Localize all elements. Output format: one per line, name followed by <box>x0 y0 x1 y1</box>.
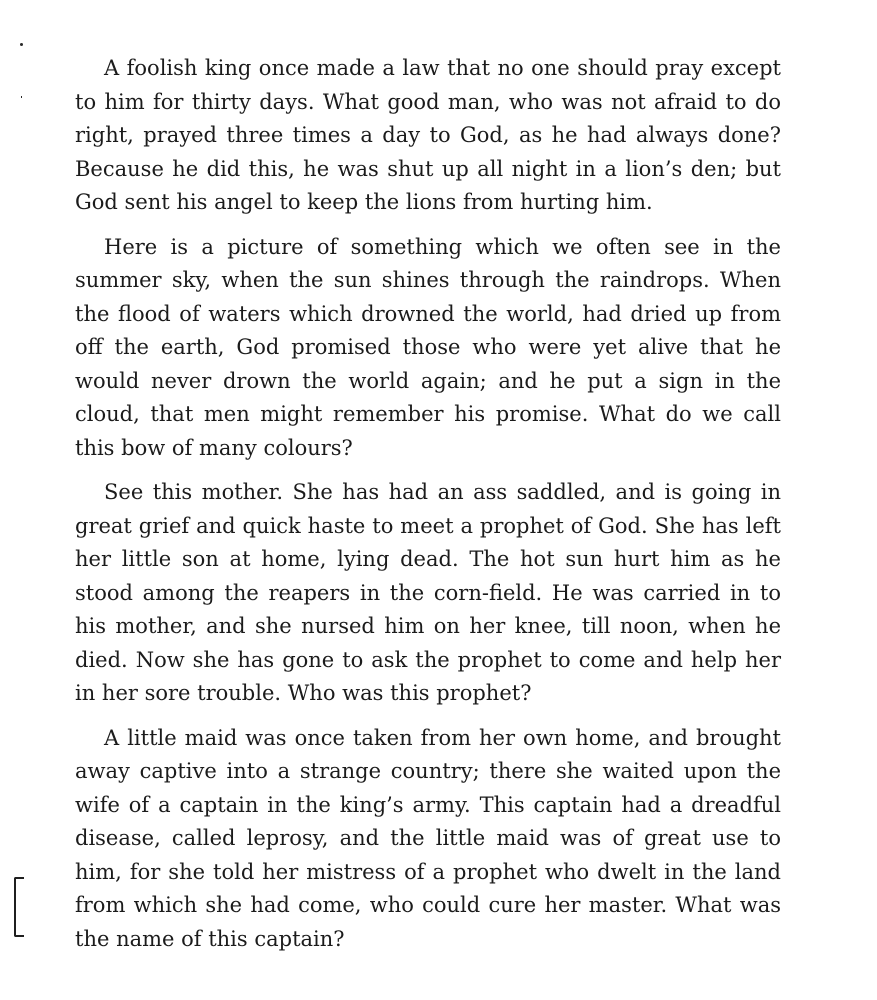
ink-speck <box>20 43 23 46</box>
ink-speck <box>21 96 22 98</box>
body-text <box>75 52 781 967</box>
paragraph-captain: A little maid was once taken from her own home, and brought away captive into a strange country; there she waited upon the wife of a captain in the king’s army. This captain had a dreadful disease, called leprosy, and the little maid was of great use to him, for she told her mistress of a prophet who dwelt in the land from which she had come, who could cure her master. What was the name of this captain? <box>75 725 781 951</box>
paragraph-rainbow: Here is a picture of something which we often see in the summer sky, when the sun shines through the raindrops. When the flood of waters which drowned the world, had dried up from off the earth, God promised those who were yet alive that he would never drown the world again; and he put a sign in the cloud, that men might remember his promise. What do we call this bow of many colours? <box>75 234 781 460</box>
page-edge-bracket <box>14 877 24 937</box>
paragraph-prophet: See this mother. She has had an ass saddled, and is going in great grief and quick haste to meet a prophet of God. She has left her little son at home, lying dead. The hot sun hurt him as he stood among the reapers in the corn-field. He was carried in to his mother, and she nursed him on her knee, till noon, when he died. Now she has gone to ask the prophet to come and help her in her sore trouble. Who was this prophet? <box>75 480 781 705</box>
paragraph-daniel: A foolish king once made a law that no one should pray except to him for thirty days. What good man, who was not afraid to do right, prayed three times a day to God, as he had always done? Because he did this, he was shut up all night in a lion’s den; but God sent his angel to keep the lions from hurting him. <box>75 56 781 214</box>
